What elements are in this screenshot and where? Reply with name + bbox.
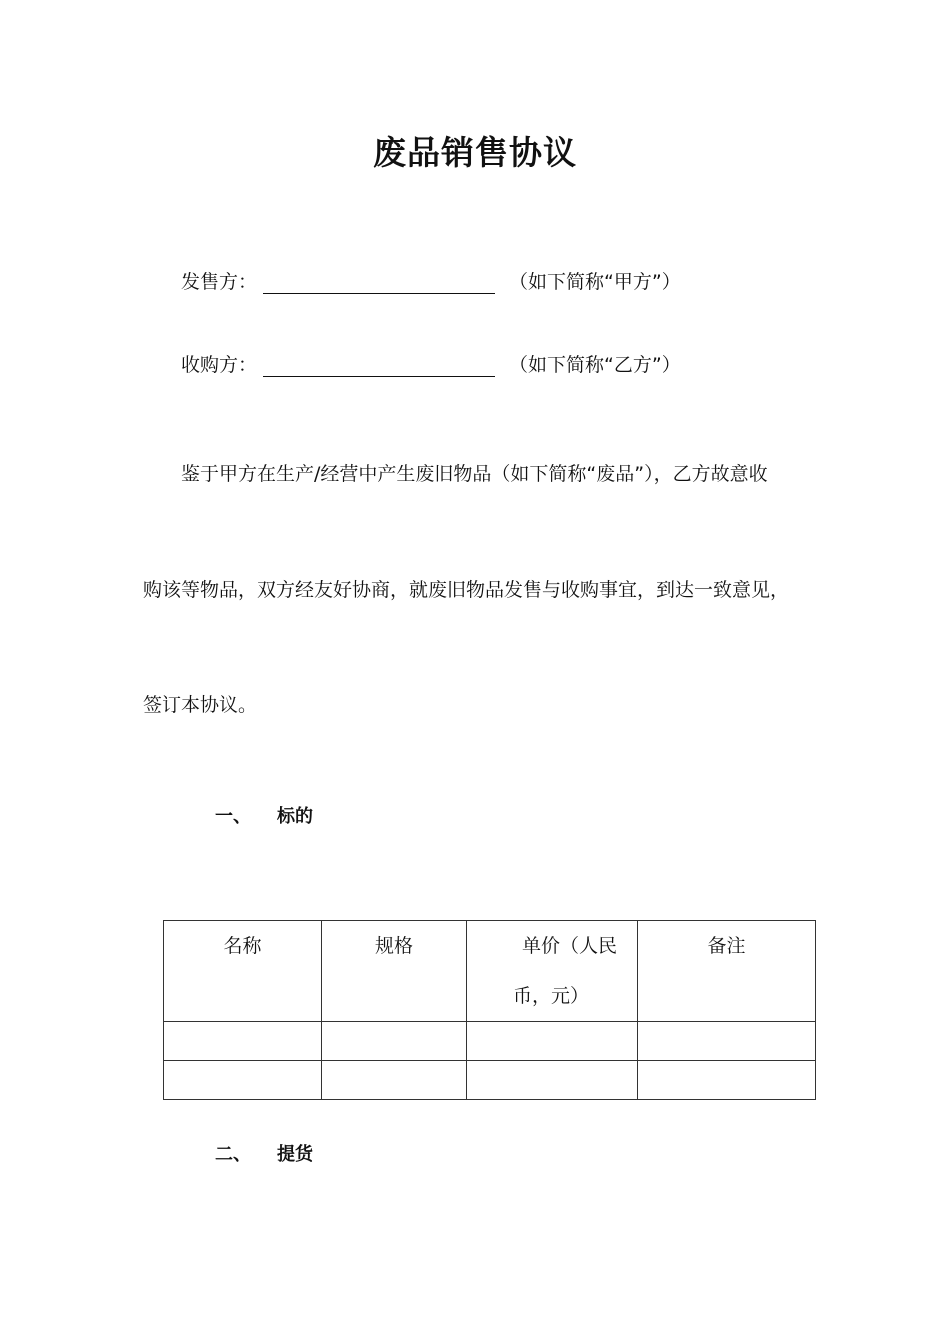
- section-title: 提货: [277, 1144, 313, 1165]
- document-title: 废品销售协议: [373, 133, 577, 172]
- table-cell[interactable]: [164, 1022, 322, 1061]
- seller-line: [181, 270, 681, 294]
- table-cell[interactable]: [164, 1061, 322, 1100]
- header-spec: 规格: [322, 921, 467, 1022]
- intro-paragraph-line-1: 鉴于甲方在生产/经营中产生废旧物品（如下简称“废品”），乙方故意收: [181, 463, 768, 485]
- header-name: 名称: [164, 921, 322, 1022]
- table-cell[interactable]: [638, 1022, 816, 1061]
- table-cell[interactable]: [467, 1022, 638, 1061]
- table-cell[interactable]: [322, 1022, 467, 1061]
- section-title: 标的: [277, 806, 313, 827]
- seller-blank-field[interactable]: [263, 273, 495, 294]
- header-remark: 备注: [638, 921, 816, 1022]
- buyer-blank-field[interactable]: [263, 356, 495, 377]
- header-unit-price-line1: 单价（人民: [522, 935, 618, 957]
- buyer-note: （如下简称“乙方”）: [509, 354, 681, 376]
- section-heading-1: [215, 802, 313, 828]
- table-header-row: [164, 921, 816, 1022]
- section-number: 二、: [215, 1144, 251, 1165]
- header-unit-price: [467, 921, 638, 1022]
- table-cell[interactable]: [467, 1061, 638, 1100]
- table-cell[interactable]: [638, 1061, 816, 1100]
- goods-table: [163, 920, 816, 1100]
- section-number: 一、: [215, 806, 251, 827]
- section-heading-2: [215, 1140, 313, 1166]
- intro-paragraph-line-2: 购该等物品，双方经友好协商，就废旧物品发售与收购事宜，到达一致意见，: [143, 579, 790, 601]
- table-row: [164, 1061, 816, 1100]
- table-row: [164, 1022, 816, 1061]
- seller-note: （如下简称“甲方”）: [509, 271, 681, 293]
- table-cell[interactable]: [322, 1061, 467, 1100]
- intro-paragraph-line-3: 签订本协议。: [143, 694, 258, 716]
- buyer-line: [181, 353, 681, 377]
- seller-label: 发售方：: [181, 271, 258, 293]
- header-unit-price-line2: 币，元）: [513, 985, 590, 1007]
- buyer-label: 收购方：: [181, 354, 258, 376]
